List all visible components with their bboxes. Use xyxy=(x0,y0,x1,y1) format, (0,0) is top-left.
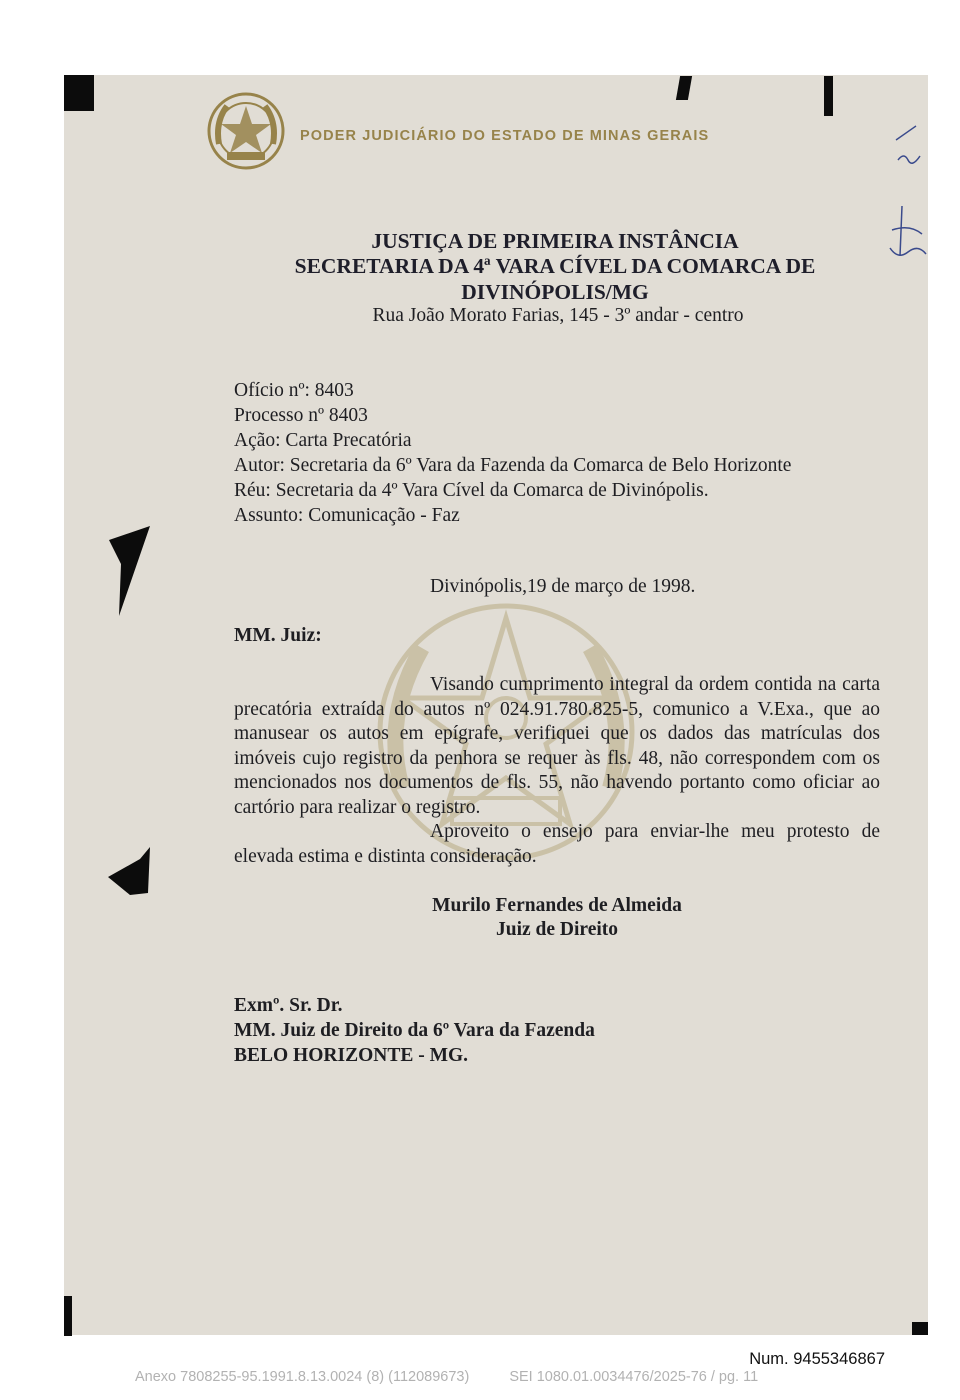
autor-field: Autor: Secretaria da 6º Vara da Fazenda da Comarca de Belo Horizonte xyxy=(234,455,792,476)
reu-field: Réu: Secretaria da 4º Vara Cível da Comarca de Divinópolis. xyxy=(234,480,709,501)
salutation: MM. Juiz: xyxy=(234,625,322,646)
oficio-number: Ofício nº: 8403 xyxy=(234,380,354,401)
assunto-field: Assunto: Comunicação - Faz xyxy=(234,505,460,526)
scan-artifact-top-left xyxy=(64,75,94,111)
acao-field: Ação: Carta Precatória xyxy=(234,430,412,451)
page-footer xyxy=(135,1369,835,1385)
processo-number: Processo nº 8403 xyxy=(234,405,368,426)
torn-hole-upper xyxy=(105,524,155,620)
handwritten-margin-mark xyxy=(878,120,938,270)
scan-artifact-bottom-right xyxy=(912,1322,928,1335)
letter-body xyxy=(234,673,880,869)
addressee-line-3: BELO HORIZONTE - MG. xyxy=(234,1045,469,1066)
heading-line-1: JUSTIÇA DE PRIMEIRA INSTÂNCIA xyxy=(371,229,739,253)
court-address: Rua João Morato Farias, 145 - 3º andar - centro xyxy=(372,305,744,326)
footer-sei-id: SEI 1080.01.0034476/2025-76 / pg. 11 xyxy=(509,1369,759,1385)
torn-hole-lower xyxy=(100,845,156,901)
scan-artifact-top-right xyxy=(824,76,833,116)
footer-annex-id: Anexo 7808255-95.1991.8.13.0024 (8) (112089673) xyxy=(135,1369,470,1385)
scan-artifact-bottom-left xyxy=(64,1296,72,1336)
coat-of-arms-icon xyxy=(207,92,285,170)
institution-name: PODER JUDICIÁRIO DO ESTADO DE MINAS GERAIS xyxy=(300,128,710,144)
document-metadata xyxy=(234,378,791,528)
addressee-block xyxy=(234,993,595,1068)
body-paragraph-1: Visando cumprimento integral da ordem contida na carta precatória extraída do autos nº 024.91.780.825-5, comunico a V.Exa., que ao manusear os autos em epígrafe, verifiquei que os dados das matrículas dos imóveis cujo registro da penhora se requer às fls. 48, não correspondem com os mencionados nos documentos de fls. 55, não havendo portanto como oficiar ao cartório para realizar o registro. xyxy=(234,674,880,818)
addressee-line-1: Exmº. Sr. Dr. xyxy=(234,995,343,1016)
signatory-name: Murilo Fernandes de Almeida xyxy=(432,895,682,916)
body-paragraph-2: Aproveito o ensejo para enviar-lhe meu protesto de elevada estima e distinta consideração. xyxy=(234,821,880,867)
heading-line-3: DIVINÓPOLIS/MG xyxy=(461,280,649,304)
date-line: Divinópolis,19 de março de 1998. xyxy=(430,576,696,597)
heading-line-2: SECRETARIA DA 4ª VARA CÍVEL DA COMARCA DE xyxy=(294,254,816,278)
signatory-title: Juiz de Direito xyxy=(495,919,619,940)
addressee-line-2: MM. Juiz de Direito da 6º Vara da Fazenda xyxy=(234,1020,595,1041)
document-number-stamp: Num. 9455346867 xyxy=(749,1350,885,1368)
